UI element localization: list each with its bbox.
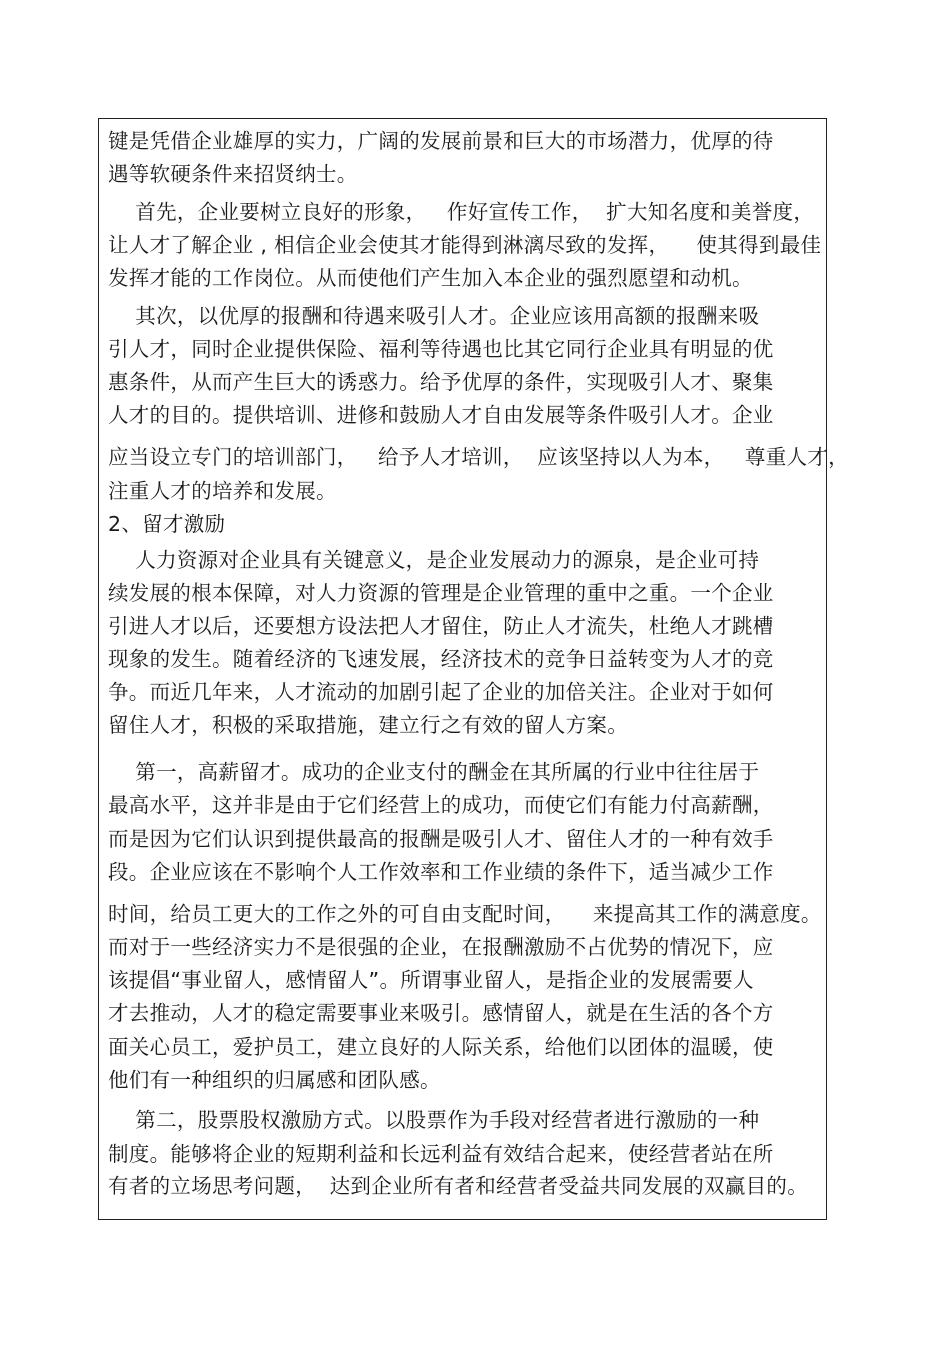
text-line: 让人才了解企业 , 相信企业会使其才能得到淋漓尽致的发挥， 使其得到最佳 bbox=[108, 233, 822, 257]
text-line: 争。而近几年来，人才流动的加剧引起了企业的加倍关注。企业对于如何 bbox=[108, 680, 774, 704]
text-line: 现象的发生。随着经济的飞速发展，经济技术的竞争日益转变为人才的竞 bbox=[108, 647, 774, 671]
text-line: 段。企业应该在不影响个人工作效率和工作业绩的条件下，适当减少工作 bbox=[108, 860, 774, 884]
text-line: 发挥才能的工作岗位。从而使他们产生加入本企业的强烈愿望和动机。 bbox=[108, 266, 753, 290]
text-line: 而对于一些经济实力不是很强的企业，在报酬激励不占优势的情况下，应 bbox=[108, 935, 774, 959]
text-line: 注重人才的培养和发展。 bbox=[108, 479, 337, 503]
text-line: 该提倡“事业留人，感情留人”。所谓事业留人，是指企业的发展需要人 bbox=[108, 968, 754, 992]
text-line: 时间，给员工更大的工作之外的可自由支配时间， 来提高其工作的满意度。 bbox=[108, 902, 822, 926]
text-line: 制度。能够将企业的短期利益和长远利益有效结合起来，使经营者站在所 bbox=[108, 1142, 774, 1166]
text-line: 第二，股票股权激励方式。以股票作为手段对经营者进行激励的一种 bbox=[108, 1108, 760, 1132]
text-line: 其次，以优厚的报酬和待遇来吸引人才。企业应该用高额的报酬来吸 bbox=[108, 304, 760, 328]
text-line: 惠条件，从而产生巨大的诱惑力。给予优厚的条件，实现吸引人才、聚集 bbox=[108, 370, 774, 394]
text-line: 应当设立专门的培训部门， 给予人才培训， 应该坚持以人为本， 尊重人才， bbox=[108, 445, 849, 469]
text-line: 续发展的根本保障，对人力资源的管理是企业管理的重中之重。一个企业 bbox=[108, 581, 774, 605]
text-line: 他们有一种组织的归属感和团队感。 bbox=[108, 1068, 441, 1092]
text-line: 第一，高薪留才。成功的企业支付的酬金在其所属的行业中往往居于 bbox=[108, 760, 760, 784]
section-heading: 2、留才激励 bbox=[108, 512, 226, 536]
text-line: 而是因为它们认识到提供最高的报酬是吸引人才、留住人才的一种有效手 bbox=[108, 827, 774, 851]
text-line: 才去推动，人才的稳定需要事业来吸引。感情留人，就是在生活的各个方 bbox=[108, 1001, 774, 1025]
text-line: 人力资源对企业具有关键意义，是企业发展动力的源泉，是企业可持 bbox=[108, 548, 760, 572]
text-line: 留住人才，积极的采取措施，建立行之有效的留人方案。 bbox=[108, 713, 628, 737]
text-line: 遇等软硬条件来招贤纳士。 bbox=[108, 162, 358, 186]
text-line: 最高水平，这并非是由于它们经营上的成功，而使它们有能力付高薪酬， bbox=[108, 793, 774, 817]
text-line: 首先，企业要树立良好的形象， 作好宣传工作， 扩大知名度和美誉度， bbox=[108, 200, 815, 224]
text-line: 有者的立场思考问题， 达到企业所有者和经营者受益共同发展的双赢目的。 bbox=[108, 1174, 809, 1198]
text-line: 人才的目的。提供培训、进修和鼓励人才自由发展等条件吸引人才。企业 bbox=[108, 403, 774, 427]
text-line: 引进人才以后，还要想方设法把人才留住，防止人才流失，杜绝人才跳槽 bbox=[108, 614, 774, 638]
text-line: 面关心员工，爱护员工，建立良好的人际关系，给他们以团体的温暖，使 bbox=[108, 1035, 774, 1059]
text-line: 键是凭借企业雄厚的实力，广阔的发展前景和巨大的市场潜力，优厚的待 bbox=[108, 129, 774, 153]
text-line: 引人才，同时企业提供保险、福利等待遇也比其它同行企业具有明显的优 bbox=[108, 337, 774, 361]
